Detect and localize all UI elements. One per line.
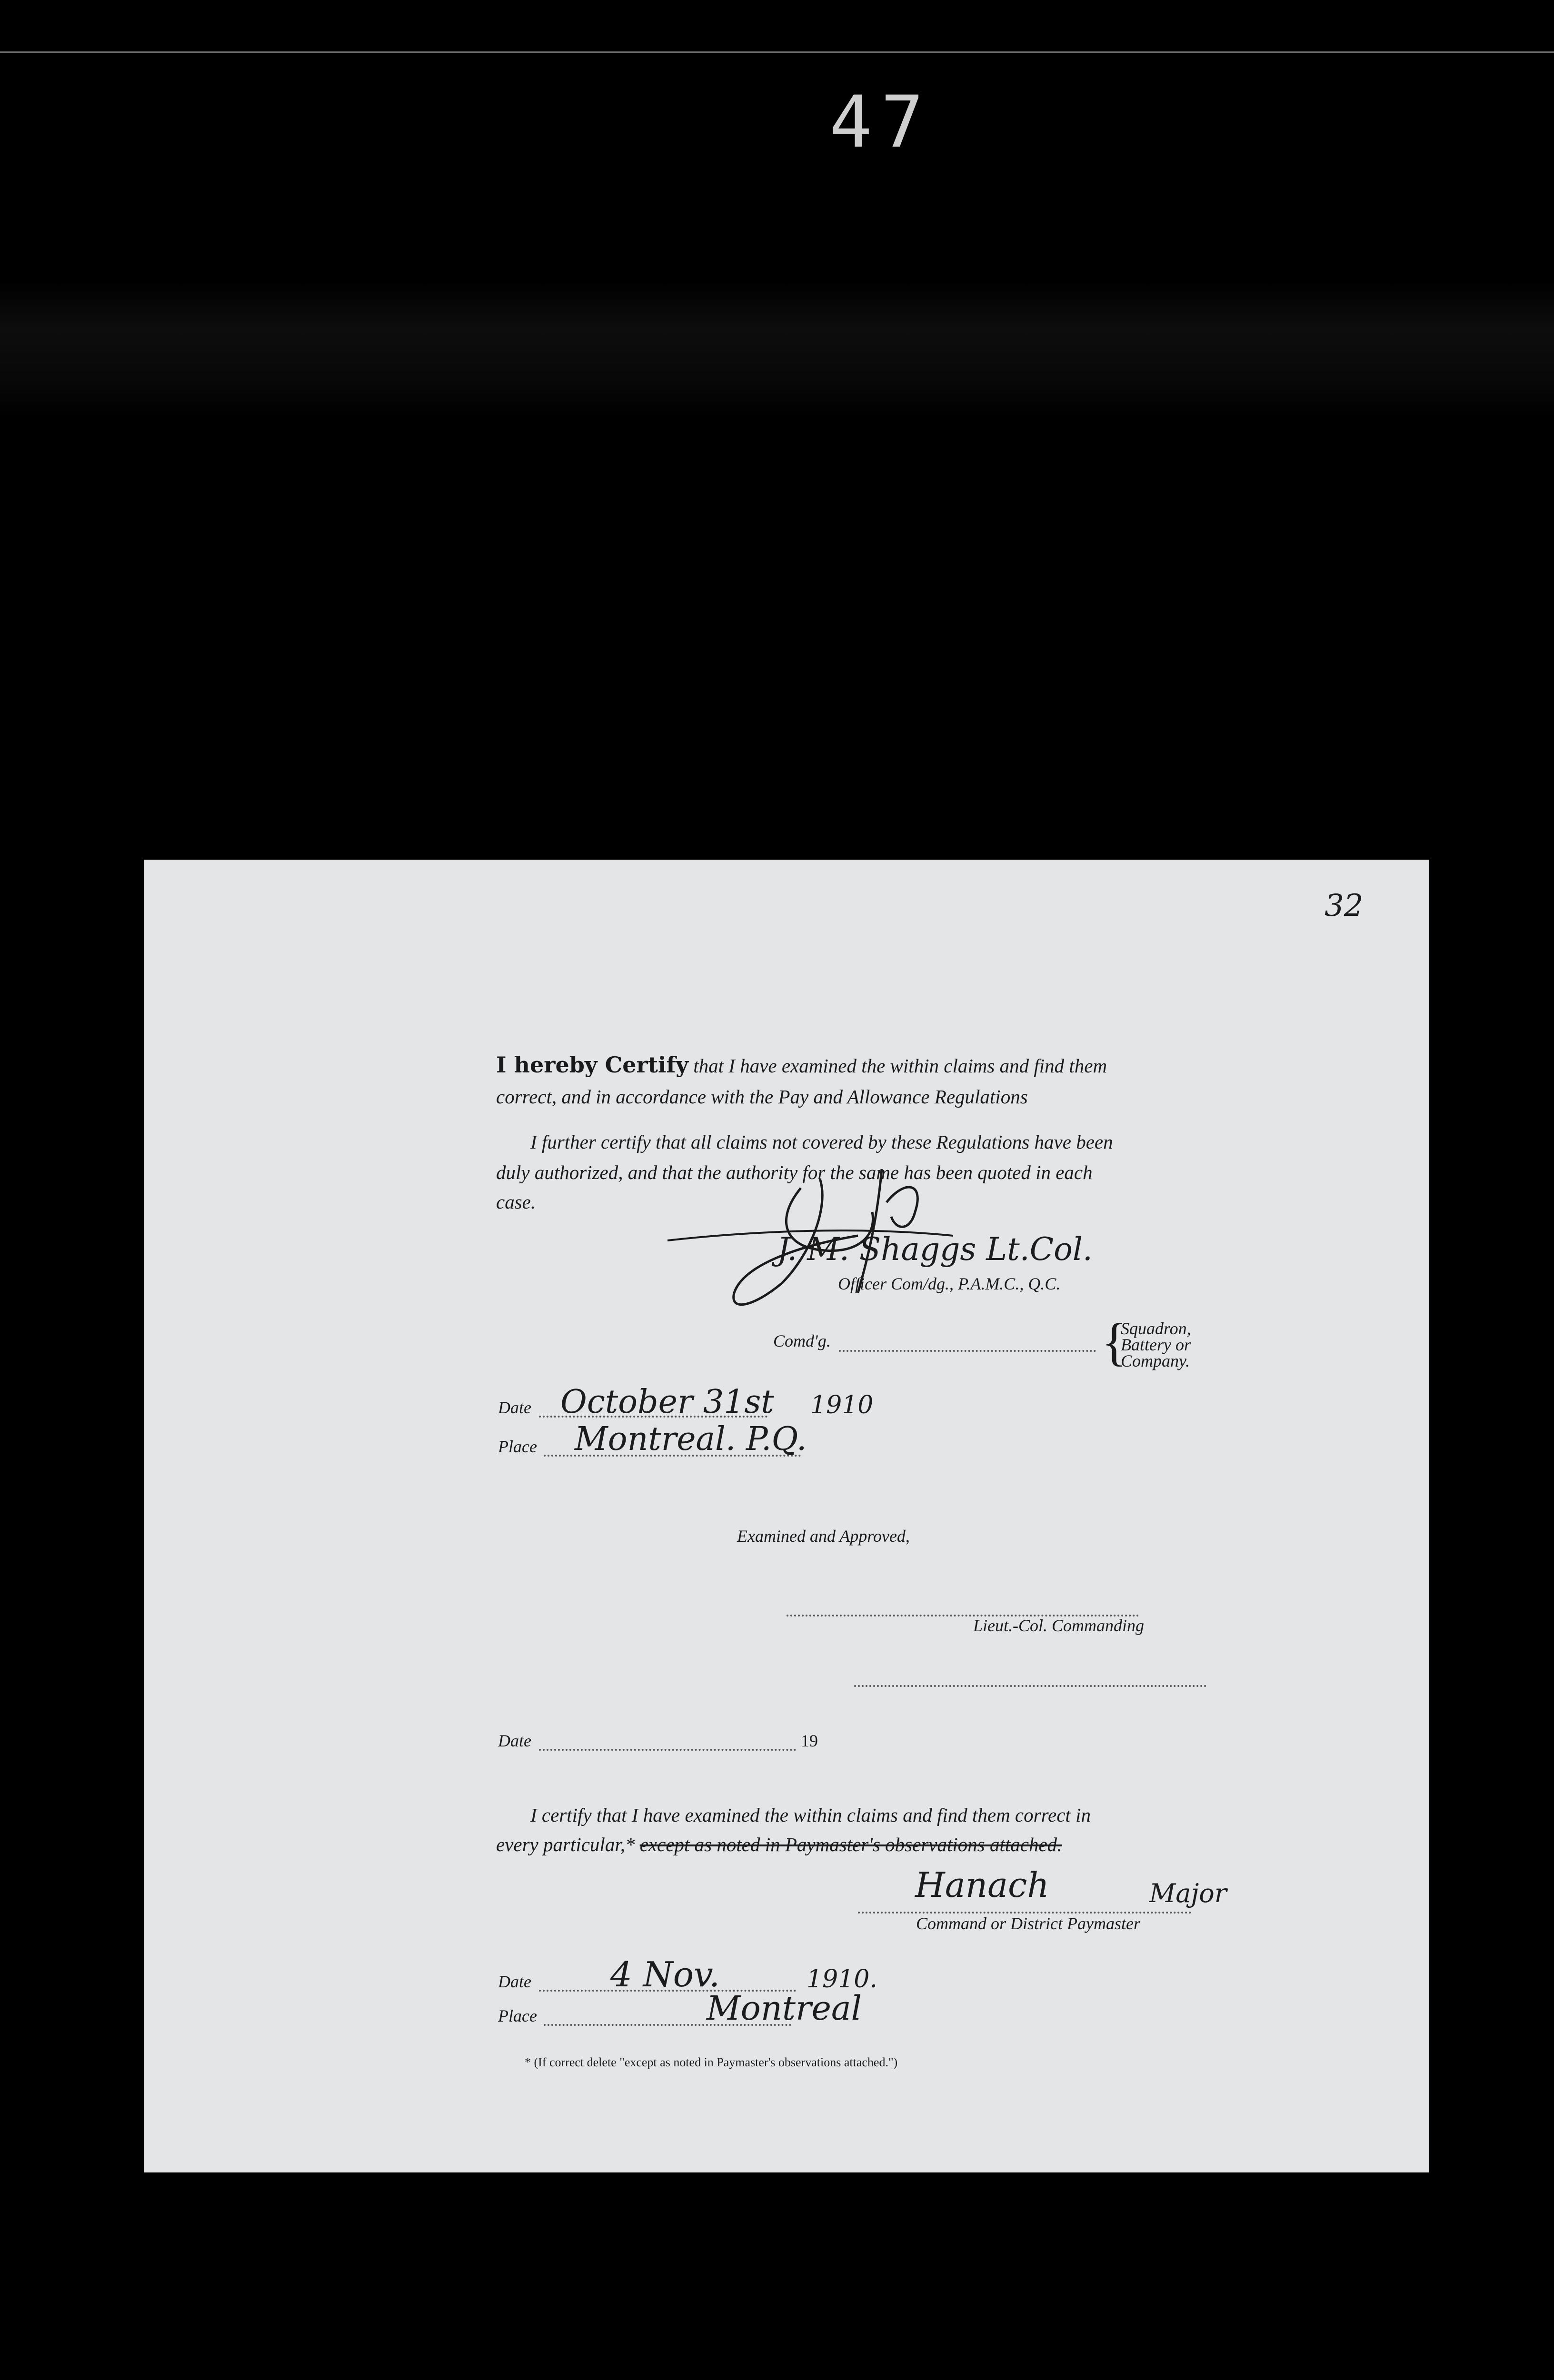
certify2-line-2 bbox=[496, 1829, 1062, 1860]
date-year: 1910 bbox=[810, 1391, 874, 1419]
certificate-line-1 bbox=[496, 1049, 1107, 1081]
lt-col-label: Lieut.-Col. Commanding bbox=[973, 1616, 1145, 1635]
certificate-line-2: correct, and in accordance with the Pay and Allowance Regulations bbox=[496, 1086, 1028, 1108]
film-top-line bbox=[0, 51, 1554, 53]
date3-value: 4 Nov. bbox=[610, 1954, 720, 1994]
place3-value: Montreal bbox=[707, 1989, 862, 2028]
certificate-lead: I hereby Certify bbox=[496, 1052, 689, 1078]
paymaster-rank: Major bbox=[1149, 1878, 1227, 1908]
blank-line bbox=[854, 1685, 1206, 1687]
comdg-line bbox=[839, 1350, 1096, 1352]
unit-label-3: Company. bbox=[1121, 1351, 1190, 1370]
certificate-line-1-rest: that I have examined the within claims and find them bbox=[693, 1055, 1107, 1077]
date-value: October 31st bbox=[560, 1383, 774, 1421]
frame-number: 47 bbox=[829, 81, 933, 164]
place-value: Montreal. P.Q. bbox=[575, 1420, 807, 1458]
unit-label-2: Battery or bbox=[1121, 1335, 1191, 1354]
certify2-line-2-start: every particular,* bbox=[496, 1834, 635, 1855]
page-number: 32 bbox=[1325, 888, 1364, 923]
footnote: * (If correct delete "except as noted in Paymaster's observations attached.") bbox=[525, 2055, 898, 2069]
unit-label-1: Squadron, bbox=[1121, 1319, 1191, 1338]
date3-year: 1910. bbox=[807, 1965, 877, 1993]
certify2-line-1: I certify that I have examined the within claims and find them correct in bbox=[530, 1804, 1091, 1826]
film-bleed-through bbox=[0, 281, 1554, 419]
place3-label: Place bbox=[498, 2006, 537, 2025]
document-page bbox=[144, 860, 1429, 2172]
date2-year: 19 bbox=[801, 1731, 818, 1750]
officer-signature: J. M. Shaggs Lt.Col. bbox=[777, 1231, 1093, 1268]
examined-approved: Examined and Approved, bbox=[737, 1527, 910, 1546]
comdg-label: Comd'g. bbox=[773, 1331, 831, 1350]
certificate-line-3: I further certify that all claims not covered by these Regulations have been bbox=[530, 1131, 1113, 1153]
date2-line bbox=[539, 1749, 796, 1751]
date2-label: Date bbox=[498, 1731, 531, 1750]
date-label: Date bbox=[498, 1398, 531, 1417]
paymaster-label: Command or District Paymaster bbox=[916, 1914, 1140, 1933]
certificate-line-5: case. bbox=[496, 1191, 536, 1213]
unit-brace: { bbox=[1102, 1313, 1127, 1371]
certify2-struck-text: except as noted in Paymaster's observations attached. bbox=[639, 1834, 1062, 1855]
officer-title: Officer Com/dg., P.A.M.C., Q.C. bbox=[838, 1274, 1061, 1293]
paymaster-signature: Hanach bbox=[915, 1865, 1049, 1905]
certificate-line-4: duly authorized, and that the authority for the same has been quoted in each bbox=[496, 1161, 1093, 1183]
place-label: Place bbox=[498, 1437, 537, 1456]
date3-label: Date bbox=[498, 1972, 531, 1991]
